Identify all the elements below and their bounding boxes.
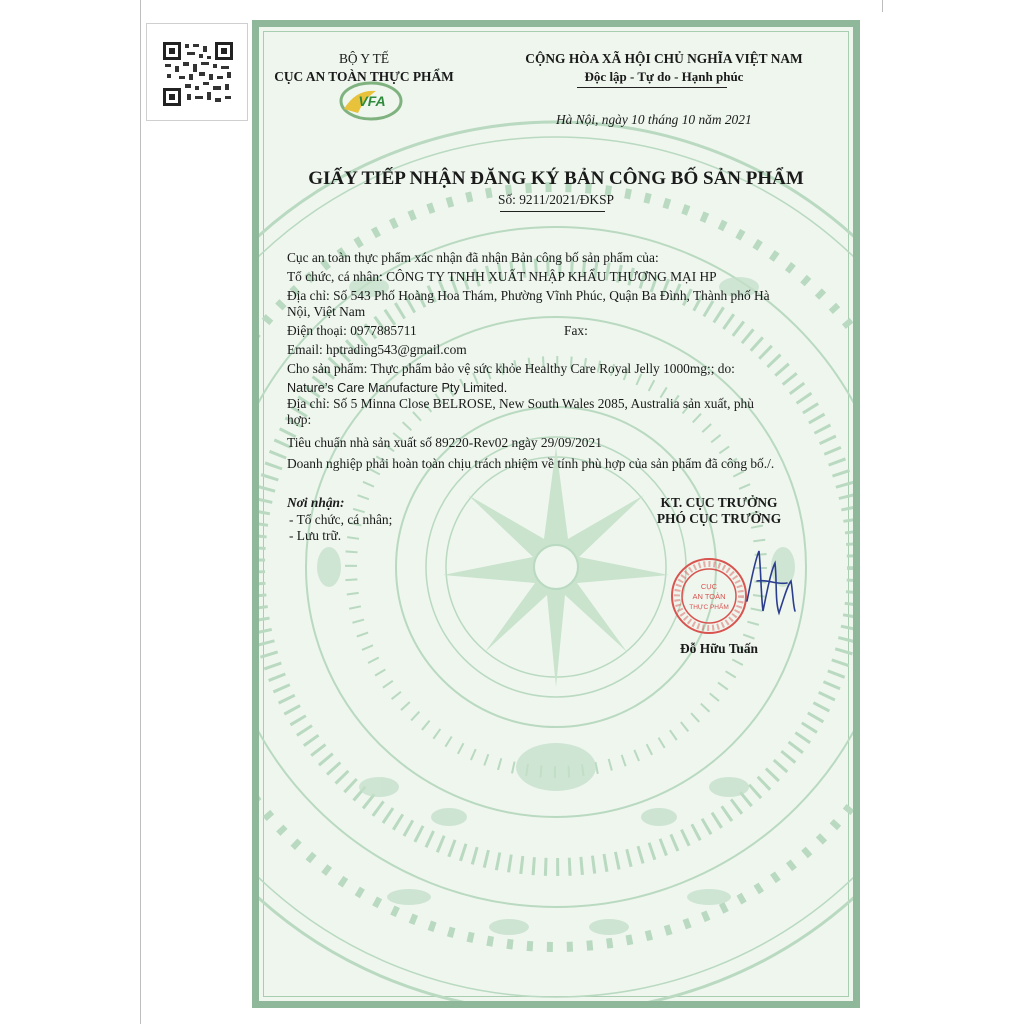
country-name: CỘNG HÒA XÃ HỘI CHỦ NGHĨA VIỆT NAM <box>525 51 803 66</box>
organization-line: Tổ chức, cá nhân: CÔNG TY TNHH XUẤT NHẬP KHẨU THƯƠNG MẠI HP <box>287 269 717 284</box>
date-line: Hà Nội, ngày 10 tháng 10 năm 2021 <box>556 112 752 127</box>
ministry-name: BỘ Y TẾ <box>338 51 390 66</box>
email-line: Email: hptrading543@gmail.com <box>287 342 467 357</box>
recipient-item: - Tổ chức, cá nhân; <box>289 512 393 527</box>
national-motto: Độc lập - Tự do - Hạnh phúc <box>584 69 744 84</box>
recipients-heading: Nơi nhận: <box>287 495 345 510</box>
signature-title-1: KT. CỤC TRƯỞNG <box>660 495 778 510</box>
product-line: Cho sản phẩm: Thực phẩm bảo vệ sức khỏe Healthy Care Royal Jelly 1000mg;; do: <box>287 361 735 376</box>
address-line-1: Địa chỉ: Số 543 Phố Hoàng Hoa Thám, Phường Vĩnh Phúc, Quận Ba Đình, Thành phố Hà <box>287 288 770 303</box>
document-title: GIẤY TIẾP NHẬN ĐĂNG KÝ BẢN CÔNG BỐ SẢN PHẨM <box>308 168 804 189</box>
recipient-item: - Lưu trữ. <box>289 528 342 543</box>
certificate-document <box>252 20 860 1008</box>
page-left-rule <box>140 0 141 1024</box>
seal-text-1: CỤC <box>700 582 718 591</box>
address-line-2: Nội, Việt Nam <box>287 304 366 319</box>
seal-text-2: AN TOÀN <box>692 592 726 601</box>
handwritten-signature <box>737 541 807 631</box>
responsibility-line: Doanh nghiệp phải hoàn toàn chịu trách nhiệm về tính phù hợp của sản phẩm đã công bố./. <box>287 456 775 471</box>
title-underline <box>500 211 605 212</box>
seal-text-3: THỰC PHẨM <box>689 604 729 611</box>
standard-line: Tiêu chuẩn nhà sản xuất số 89220-Rev02 ngày 29/09/2021 <box>287 435 602 450</box>
qr-code-thumbnail[interactable] <box>146 23 248 121</box>
vfa-logo-text: VFA <box>358 93 386 109</box>
phone-line: Điện thoại: 0977885711 <box>287 323 417 338</box>
manufacturer-name: Nature’s Care Manufacture Pty Limited. <box>287 381 508 395</box>
motto-underline <box>577 87 727 88</box>
vfa-logo <box>336 79 406 121</box>
document-number: Số: 9211/2021/ĐKSP <box>498 192 614 207</box>
manufacturer-address-1: Địa chỉ: Số 5 Minna Close BELROSE, New South Wales 2085, Australia sản xuất, phù <box>287 396 754 411</box>
qr-code-icon <box>163 42 233 106</box>
agency-name: CỤC AN TOÀN THỰC PHẨM <box>274 69 454 84</box>
manufacturer-address-2: hợp: <box>287 412 312 427</box>
page-right-rule <box>882 0 883 12</box>
signature-title-2: PHÓ CỤC TRƯỞNG <box>656 511 782 526</box>
signer-name: Đỗ Hữu Tuấn <box>679 641 758 656</box>
intro-text: Cục an toàn thực phẩm xác nhận đã nhận Bản công bố sản phẩm của: <box>287 250 659 265</box>
fax-line: Fax: <box>564 323 588 338</box>
